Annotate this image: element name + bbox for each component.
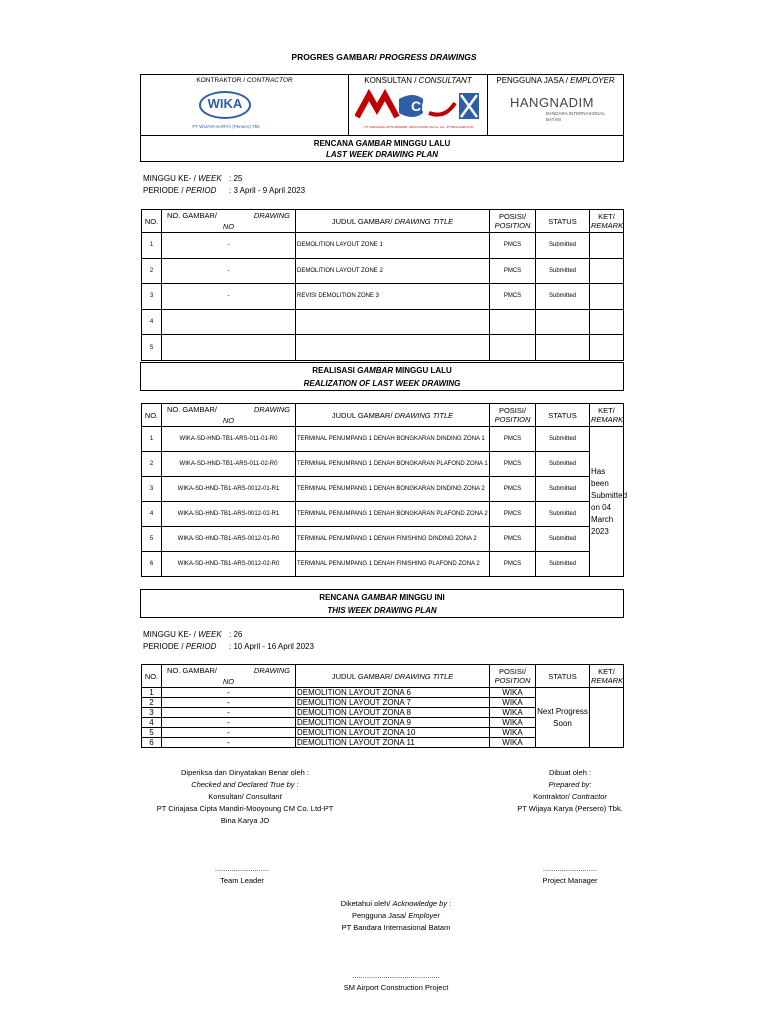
- realization-band: REALISASI GAMBAR MINGGU LALU REALIZATION OF LAST WEEK DRAWING: [140, 362, 624, 391]
- team-leader-label: Team Leader: [220, 876, 264, 885]
- table-row: [142, 258, 624, 284]
- row-no: 4: [142, 502, 162, 527]
- row-title: DEMOLITION LAYOUT ZONA 7: [296, 698, 490, 708]
- row-status: Submitted: [536, 502, 590, 527]
- last-week-plan-subtitle: LAST WEEK DRAWING PLAN: [326, 150, 438, 159]
- row-title: DEMOLITION LAYOUT ZONA 11: [296, 738, 490, 748]
- table-row: [142, 309, 624, 335]
- contractor-signature-block: Dibuat oleh : Prepared by: Kontraktor/ Contractor PT Wijaya Karya (Persero) Tbk.: [517, 768, 623, 813]
- row-drawing-no: -: [162, 688, 296, 698]
- row-no: 3: [142, 477, 162, 502]
- row-position: PMCS: [490, 477, 536, 502]
- wika-logo: WIKA: [199, 91, 251, 119]
- row-status: Next Progress Soon: [536, 688, 590, 748]
- row-drawing-no: -: [162, 738, 296, 748]
- table-row: [142, 427, 624, 452]
- row-position: PMCS: [490, 552, 536, 577]
- row-no: 5: [142, 728, 162, 738]
- row-position: WIKA: [490, 718, 536, 728]
- row-drawing-no: WIKA-SD-HND-TB1-ARS-0012-02-R1: [162, 502, 296, 527]
- col-title: JUDUL GAMBAR/ DRAWING TITLE: [296, 404, 490, 427]
- row-no: 1: [142, 688, 162, 698]
- page-title: [0, 52, 768, 62]
- row-drawing-no: -: [162, 708, 296, 718]
- row-no: 5: [142, 335, 162, 361]
- row-status: [536, 309, 590, 335]
- last-week-plan-band: RENCANA GAMBAR MINGGU LALU LAST WEEK DRAWING PLAN: [141, 135, 623, 163]
- row-status: Submitted: [536, 552, 590, 577]
- col-status: STATUS: [536, 404, 590, 427]
- row-no: 6: [142, 738, 162, 748]
- col-title: JUDUL GAMBAR/ DRAWING TITLE: [296, 210, 490, 233]
- row-title: REVISI DEMOLITION ZONE 3: [296, 284, 490, 310]
- employer-cell: [488, 75, 623, 135]
- row-status: Submitted: [536, 284, 590, 310]
- row-status: [536, 335, 590, 361]
- col-position: POSISI/ POSITION: [490, 665, 536, 688]
- row-position: PMCS: [490, 502, 536, 527]
- row-no: 3: [142, 284, 162, 310]
- row-no: 6: [142, 552, 162, 577]
- row-position: WIKA: [490, 698, 536, 708]
- col-position: POSISI/ POSITION: [490, 404, 536, 427]
- consultant-company: PT CIRIAJASA CIPTA MANDIRI - MOOYOUNG CM Co. Ltd - PT BINA KARYA JO: [364, 125, 474, 129]
- row-no: 2: [142, 452, 162, 477]
- row-remark: Has been Submitted on 04 March 2023: [590, 427, 624, 577]
- row-title: TERMINAL PENUMPANG 1 DENAH FINISHING PLAFOND ZONA 2: [296, 552, 490, 577]
- row-position: PMCS: [490, 233, 536, 259]
- row-drawing-no: WIKA-SD-HND-TB1-ARS-0012-02-R0: [162, 552, 296, 577]
- consultant-label: KONSULTAN / CONSULTANT: [364, 76, 472, 85]
- consultant-signature-block: Diperiksa dan Dinyatakan Benar oleh : Checked and Declared True by : Konsultan/ Consultant PT Ciriajasa Cipta Mandiri-Mooyoung CM Co. Ltd-PT Bina Karya JO: [156, 768, 334, 825]
- this-week-plan-table: [141, 664, 624, 748]
- this-week-plan-band: RENCANA GAMBAR MINGGU INI THIS WEEK DRAWING PLAN: [140, 589, 624, 618]
- row-title: DEMOLITION LAYOUT ZONE 2: [296, 258, 490, 284]
- hangnadim-logo: HANGNADIM: [510, 95, 594, 110]
- row-position: PMCS: [490, 427, 536, 452]
- row-status: Submitted: [536, 452, 590, 477]
- row-position: WIKA: [490, 738, 536, 748]
- this-week-plan-subtitle: THIS WEEK DRAWING PLAN: [327, 606, 437, 615]
- sm-signature: .......................................... SM Airport Construction Project: [296, 970, 496, 994]
- row-no: 4: [142, 309, 162, 335]
- realization-table: [141, 403, 628, 577]
- row-title: TERMINAL PENUMPANG 1 DENAH BONGKARAN PLAFOND ZONA 2: [296, 502, 490, 527]
- row-position: PMCS: [490, 258, 536, 284]
- row-position: PMCS: [490, 527, 536, 552]
- row-remark: [590, 284, 624, 310]
- table-row: [142, 452, 624, 477]
- employer-label: PENGGUNA JASA / EMPLOYER: [496, 76, 615, 85]
- row-no: 2: [142, 258, 162, 284]
- table-row: [142, 284, 624, 310]
- col-status: STATUS: [536, 665, 590, 688]
- last-week-meta: MINGGU KE- / WEEK : 25 PERIODE / PERIOD : 3 April - 9 April 2023: [143, 174, 306, 195]
- row-drawing-no: WIKA-SD-HND-TB1-ARS-0012-01-R0: [162, 527, 296, 552]
- row-status: Submitted: [536, 527, 590, 552]
- row-remark: [590, 258, 624, 284]
- row-title: DEMOLITION LAYOUT ZONA 8: [296, 708, 490, 718]
- col-remark: KET/ REMARK: [590, 210, 624, 233]
- team-leader-signature: .......................... Team Leader: [192, 863, 292, 887]
- row-no: 1: [142, 233, 162, 259]
- row-remark: [590, 309, 624, 335]
- project-manager-label: Project Manager: [542, 876, 598, 885]
- realization-subtitle: REALIZATION OF LAST WEEK DRAWING: [303, 379, 461, 388]
- row-position: WIKA: [490, 688, 536, 698]
- row-remark: [590, 233, 624, 259]
- sm-label: SM Airport Construction Project: [343, 983, 449, 992]
- row-drawing-no: [162, 309, 296, 335]
- table-row: [142, 502, 624, 527]
- col-drawing-no: NO. GAMBAR/ DRAWING NO: [162, 210, 296, 233]
- table-row: [142, 477, 624, 502]
- this-week-meta: MINGGU KE- / WEEK : 26 PERIODE / PERIOD : 10 April - 16 April 2023: [143, 630, 314, 651]
- header-box: [140, 74, 624, 162]
- hangnadim-sub: BANDARA INTERNASIONAL BATAM: [546, 111, 605, 122]
- row-position: PMCS: [490, 284, 536, 310]
- row-title: TERMINAL PENUMPANG 1 DENAH BONGKARAN DINDING ZONA 2: [296, 477, 490, 502]
- row-title: DEMOLITION LAYOUT ZONA 10: [296, 728, 490, 738]
- contractor-label: KONTRAKTOR / CONTRACTOR: [196, 77, 293, 84]
- row-drawing-no: WIKA-SD-HND-TB1-ARS-011-01-R0: [162, 427, 296, 452]
- row-title: [296, 309, 490, 335]
- col-no: NO.: [142, 210, 162, 233]
- row-no: 3: [142, 708, 162, 718]
- row-position: [490, 309, 536, 335]
- row-drawing-no: -: [162, 258, 296, 284]
- contractor-cell: [141, 75, 349, 135]
- col-no: NO.: [142, 404, 162, 427]
- last-week-plan-table: [141, 209, 624, 361]
- table-row: [142, 335, 624, 361]
- cm-logo-text: Cm: [411, 98, 434, 114]
- row-status: Submitted: [536, 427, 590, 452]
- row-no: 5: [142, 527, 162, 552]
- row-status: Submitted: [536, 233, 590, 259]
- table-row: [142, 552, 624, 577]
- row-drawing-no: -: [162, 728, 296, 738]
- row-title: DEMOLITION LAYOUT ZONA 9: [296, 718, 490, 728]
- consultant-logo: [355, 89, 483, 123]
- row-drawing-no: -: [162, 233, 296, 259]
- row-title: DEMOLITION LAYOUT ZONA 6: [296, 688, 490, 698]
- col-drawing-no: NO. GAMBAR/ DRAWING NO: [162, 404, 296, 427]
- row-remark: [590, 688, 624, 748]
- table-row: [142, 527, 624, 552]
- row-position: WIKA: [490, 728, 536, 738]
- row-drawing-no: -: [162, 718, 296, 728]
- col-title: JUDUL GAMBAR/ DRAWING TITLE: [296, 665, 490, 688]
- row-drawing-no: -: [162, 698, 296, 708]
- row-no: 1: [142, 427, 162, 452]
- row-title: TERMINAL PENUMPANG 1 DENAH BONGKARAN PLAFOND ZONA 1: [296, 452, 490, 477]
- col-no: NO.: [142, 665, 162, 688]
- row-status: Submitted: [536, 477, 590, 502]
- consultant-cell: [349, 75, 488, 135]
- row-drawing-no: [162, 335, 296, 361]
- row-status: Submitted: [536, 258, 590, 284]
- row-title: DEMOLITION LAYOUT ZONE 1: [296, 233, 490, 259]
- col-remark: KET/ REMARK: [590, 404, 624, 427]
- col-position: POSISI/ POSITION: [490, 210, 536, 233]
- row-no: 2: [142, 698, 162, 708]
- table-row: [142, 688, 624, 698]
- row-position: [490, 335, 536, 361]
- row-position: PMCS: [490, 452, 536, 477]
- row-no: 4: [142, 718, 162, 728]
- row-title: TERMINAL PENUMPANG 1 DENAH BONGKARAN DINDING ZONA 1: [296, 427, 490, 452]
- row-remark: [590, 335, 624, 361]
- project-manager-signature: .......................... Project Manager: [520, 863, 620, 887]
- title-italic: PROGRESS DRAWINGS: [379, 52, 477, 62]
- wika-company: PT WIJAYA KARYA (Persero) Tbk: [192, 124, 260, 129]
- title-main: PROGRES GAMBAR/: [291, 52, 377, 62]
- employer-acknowledge-block: Diketahui oleh/ Acknowledge by : Pengguna Jasa/ Employer PT Bandara Internasional Batam: [340, 899, 452, 932]
- col-remark: KET/ REMARK: [590, 665, 624, 688]
- row-title: [296, 335, 490, 361]
- col-drawing-no: NO. GAMBAR/ DRAWING NO: [162, 665, 296, 688]
- row-position: WIKA: [490, 708, 536, 718]
- table-row: [142, 233, 624, 259]
- row-drawing-no: WIKA-SD-HND-TB1-ARS-011-02-R0: [162, 452, 296, 477]
- row-title: TERMINAL PENUMPANG 1 DENAH FINISHING DINDING ZONA 2: [296, 527, 490, 552]
- row-drawing-no: -: [162, 284, 296, 310]
- row-drawing-no: WIKA-SD-HND-TB1-ARS-0012-01-R1: [162, 477, 296, 502]
- col-status: STATUS: [536, 210, 590, 233]
